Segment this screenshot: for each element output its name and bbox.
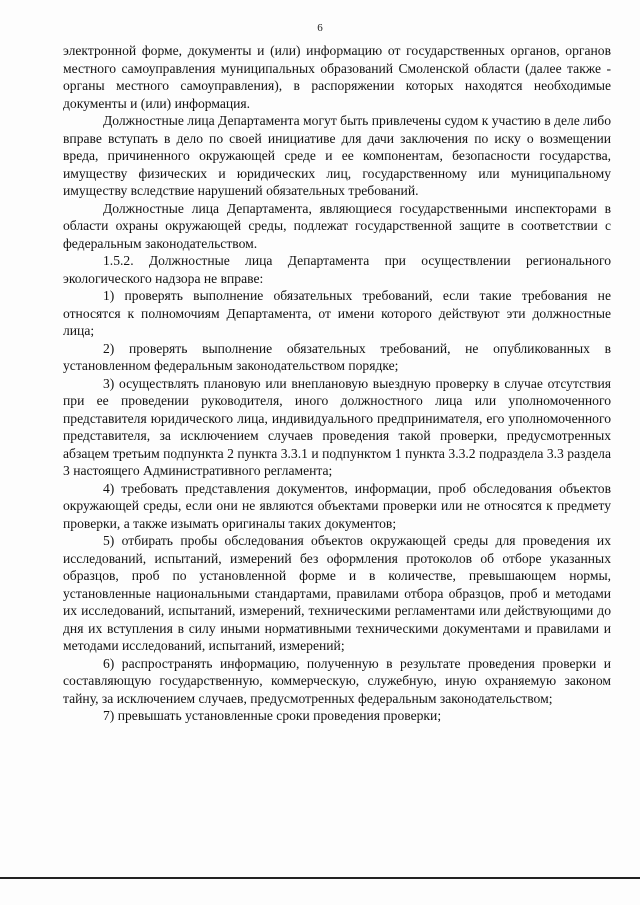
paragraph: электронной форме, документы и (или) информацию от государственных органов, органов местного самоуправления муниципальных образований Смоленской области (далее также - органы местного самоуправления), в распоряжении которых находятся необходимые документы и (или) информация. <box>63 43 611 111</box>
bottom-divider <box>0 877 640 879</box>
list-item: 7) превышать установленные сроки проведения проверки; <box>103 708 442 723</box>
document-body <box>63 42 611 725</box>
list-item: 5) отбирать пробы обследования объектов окружающей среды для проведения их исследований, испытаний, измерений без оформления протоколов об отборе указанных образцов, проб по установленной форме и в количестве, превышающем нормы, установленные национальными стандартами, правилами отбора образцов, проб и методами их исследований, испытаний, измерений, техническими регламентами или действующими до дня их вступления в силу иными нормативными техническими документами и правилами и методами исследований, испытаний, измерений; <box>63 533 611 653</box>
list-item: 2) проверять выполнение обязательных требований, не опубликованных в установленном федеральным законодательством порядке; <box>63 340 611 373</box>
page-number: 6 <box>317 22 323 34</box>
paragraph: 1.5.2. Должностные лица Департамента при осуществлении регионального экологического надзора не вправе: <box>63 253 611 286</box>
paragraph: Должностные лица Департамента, являющиеся государственными инспекторами в области охраны окружающей среды, подлежат государственной защите в соответствии с федеральным законодательством. <box>63 200 611 251</box>
list-item: 4) требовать представления документов, информации, проб обследования объектов окружающей среды, если они не являются объектами проверки или не относятся к предмету проверки, а также изымать оригиналы таких документов; <box>63 480 611 531</box>
list-item: 3) осуществлять плановую или внеплановую выездную проверку в случае отсутствия при ее проведении руководителя, иного должностного лица или уполномоченного представителя юридического лица, индивидуального предпринимателя, его уполномоченного представителя, за исключением случаев проведения такой проверки, предусмотренных абзацем третьим подпункта 2 пункта 3.3.1 и подпунктом 1 пункта 3.3.2 подраздела 3.3 раздела 3 настоящего Административного регламента; <box>63 375 611 478</box>
list-item: 1) проверять выполнение обязательных требований, если такие требования не относятся к полномочиям Департамента, от имени которого действуют эти должностные лица; <box>63 288 611 338</box>
paragraph: Должностные лица Департамента могут быть привлечены судом к участию в деле либо вправе вступать в дело по своей инициативе для дачи заключения по иску о возмещении вреда, причиненного окружающей среде и ее компонентам, безопасности государства, имуществу физических и юридических лиц, государственному или муниципальному имуществу вследствие нарушений обязательных требований. <box>63 113 611 198</box>
list-item: 6) распространять информацию, полученную в результате проведения проверки и составляющую государственную, коммерческую, служебную, иную охраняемую законом тайну, за исключением случаев, предусмотренных федеральным законодательством; <box>63 655 611 706</box>
